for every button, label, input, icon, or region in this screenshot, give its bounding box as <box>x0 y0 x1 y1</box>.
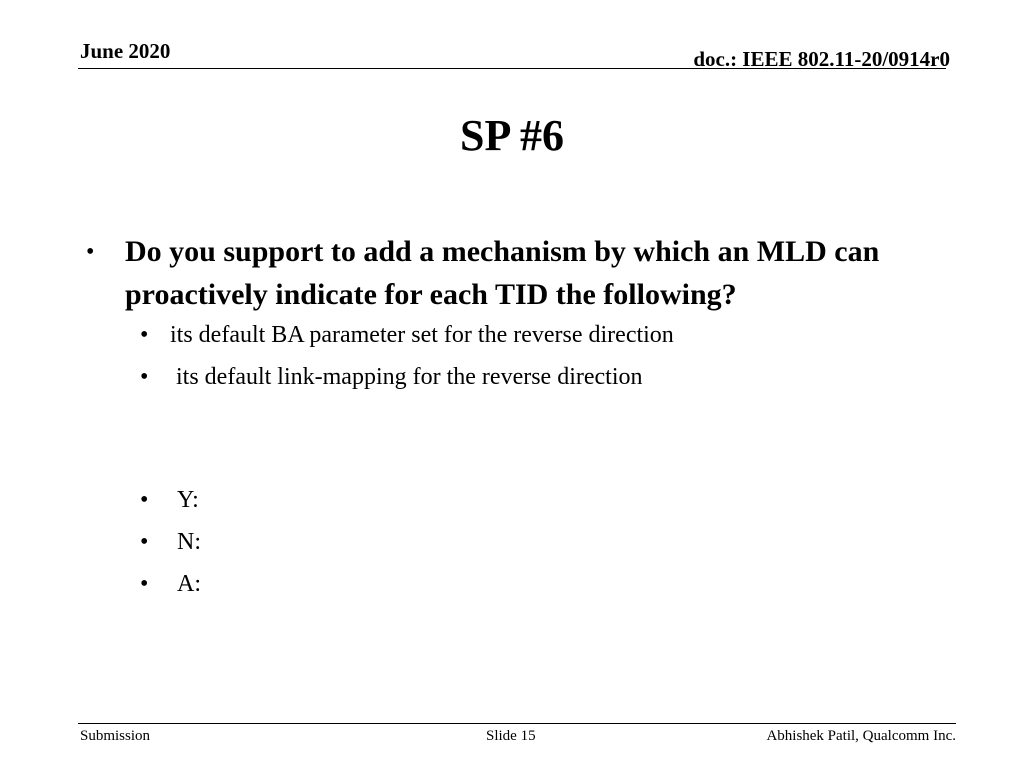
sub-item-ba-parameter: its default BA parameter set for the reverse direction <box>170 322 674 348</box>
bullet-icon: • <box>140 571 149 597</box>
bullet-icon: • <box>140 529 149 555</box>
bullet-icon: • <box>140 364 149 390</box>
footer-divider <box>78 723 956 724</box>
header-date: June 2020 <box>80 39 171 63</box>
main-question: Do you support to add a mechanism by which an MLD can proactively indicate for each TID the following? <box>125 235 880 311</box>
footer-slide-number: Slide 15 <box>486 728 536 744</box>
vote-abstain: A: <box>177 571 201 597</box>
header-doc-id: doc.: IEEE 802.11-20/0914r0 <box>693 47 950 71</box>
bullet-icon: • <box>86 239 95 265</box>
vote-no: N: <box>177 529 201 555</box>
sub-item-link-mapping: its default link-mapping for the reverse direction <box>170 364 643 390</box>
bullet-icon: • <box>140 322 149 348</box>
footer-author: Abhishek Patil, Qualcomm Inc. <box>766 728 956 744</box>
bullet-icon: • <box>140 487 149 513</box>
footer-submission: Submission <box>80 728 151 744</box>
vote-yes: Y: <box>177 487 199 513</box>
slide-title: SP #6 <box>460 111 564 160</box>
